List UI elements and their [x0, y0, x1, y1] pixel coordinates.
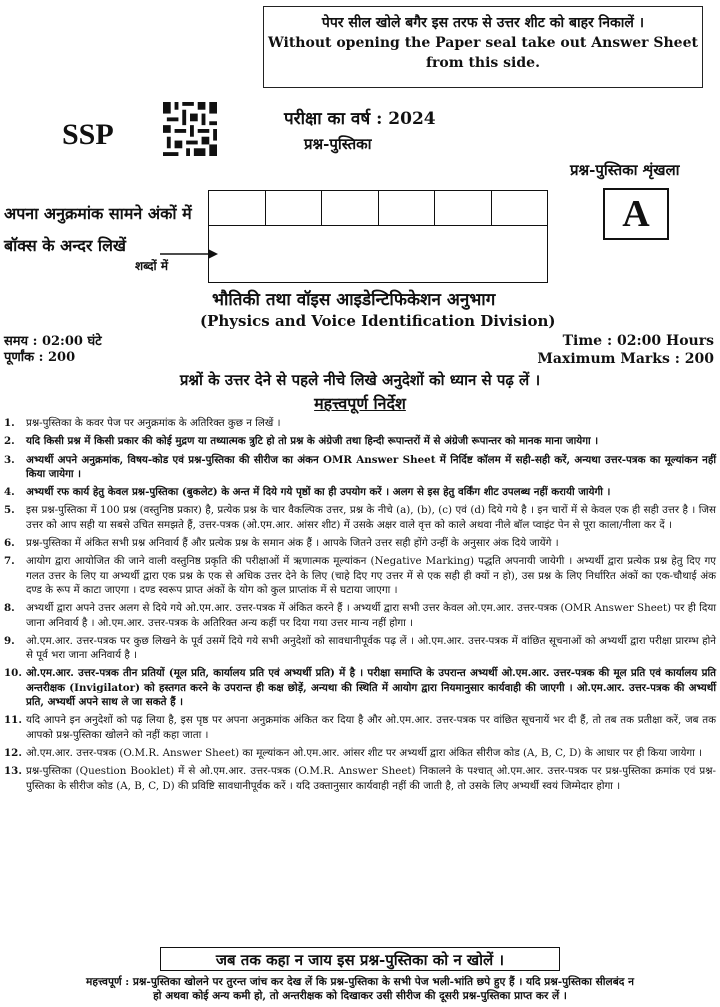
seal-notice-english-2: from this side.: [426, 55, 540, 71]
seal-notice-english-1: Without opening the Paper seal take out Answer Sheet: [268, 35, 698, 51]
instructions-heading: [0, 392, 720, 414]
instruction-item: [4, 485, 716, 499]
series-label: प्रश्न-पुस्तिका शृंखला: [570, 161, 680, 179]
marks-english: Maximum Marks : 200: [537, 351, 714, 367]
instruction-text: अभ्यर्थी द्वारा अपने उत्तर अलग से दिये गये ओ.एम.आर. उत्तर-पत्रक में अंकित करने हैं । अभ्यर्थी द्वारा सभी उत्तर केवल ओ.एम.आर. उत्तर-पत्रक (OMR Answer Sheet) पर ही दिया जाना अनिवार्य है । ओ.एम.आर. उत्तर-पत्रक के अतिरिक्त अन्य कहीं पर दिया गया उत्तर मान्य नहीं होगा ।: [26, 602, 716, 629]
instruction-item: [4, 503, 716, 532]
roll-number-digit-boxes[interactable]: [208, 190, 548, 226]
pre-instruction-note: प्रश्नों के उत्तर देने से पहले नीचे लिखे अनुदेशों को ध्यान से पढ़ लें ।: [179, 371, 541, 389]
instruction-text: आयोग द्वारा आयोजित की जाने वाली वस्तुनिष्ठ प्रकृति की परीक्षाओं में ऋणात्मक मूल्यांकन (Negative Marking) पद्धति अपनायी जायेगी । अभ्यर्थी द्वारा प्रत्येक प्रश्न हेतु दिए गए गलत उत्तर के लिए या अभ्यर्थी द्वारा एक प्रश्न के एक से अधिक उत्तर देने के लिए (चाहे दिए गए उत्तर में से एक सही ही क्यों न हो), उस प्रश्न के लिए निर्धारित अंकों का एक-चौथाई अंक दण्ड के रूप में काटा जाएगा । दण्ड स्वरूप प्राप्त अंकों के योग को कुल प्राप्तांक में से घटाया जाएगा ।: [26, 555, 716, 596]
time-marks-english: [537, 332, 714, 368]
roll-digit-box[interactable]: [322, 191, 379, 225]
exam-year: परीक्षा का वर्ष : 2024: [284, 109, 436, 129]
instructions-heading-text: महत्त्वपूर्ण निर्देश: [314, 394, 406, 413]
words-label: शब्दों में: [135, 259, 168, 273]
final-important-note: [4, 975, 716, 1003]
instruction-text: अभ्यर्थी रफ कार्य हेतु केवल प्रश्न-पुस्तिका (बुकलेट) के अन्त में दिये गये पृष्ठों का ही उपयोग करें । अलग से इस हेतु वर्किंग शीट उपलब्ध नहीं करायी जायेगी ।: [26, 486, 611, 499]
instruction-item: [4, 453, 716, 482]
instruction-item: [4, 416, 716, 430]
department-english: (Physics and Voice Identification Division): [200, 312, 556, 330]
instruction-number: 11.: [4, 714, 22, 727]
time-english: Time : 02:00 Hours: [562, 333, 714, 349]
instruction-item: [4, 554, 716, 597]
instruction-text: यदि किसी प्रश्न में किसी प्रकार की कोई मुद्रण या तथ्यात्मक त्रुटि हो तो प्रश्न के अंग्रेजी तथा हिन्दी रूपान्तरों में से अंग्रेजी रूपान्तर को मानक माना जायेगा ।: [26, 435, 599, 448]
instruction-number: 4.: [4, 486, 15, 499]
instruction-item: [4, 764, 716, 793]
instruction-text: ओ.एम.आर. उत्तर-पत्रक (O.M.R. Answer Sheet) का मूल्यांकन ओ.एम.आर. आंसर शीट पर अभ्यर्थी द्वारा अंकित सीरीज कोड (A, B, C, D) के आधार पर ही किया जायेगा ।: [26, 746, 703, 759]
roll-digit-box[interactable]: [435, 191, 492, 225]
instruction-number: 6.: [4, 537, 15, 550]
roll-instruction-line2: बॉक्स के अन्दर लिखें: [4, 236, 127, 255]
roll-instruction-line1: अपना अनुक्रमांक सामने अंकों में: [4, 204, 192, 223]
roll-digit-box[interactable]: [209, 191, 266, 225]
instruction-item: [4, 434, 716, 448]
marks-hindi: पूर्णांक : 200: [4, 350, 76, 365]
instruction-number: 8.: [4, 602, 15, 615]
instruction-item: [4, 666, 716, 709]
final-note-line2: हो अथवा कोई अन्य कमी हो, तो अन्तरीक्षक को दिखाकर उसी सीरीज की दूसरी प्रश्न-पुस्तिका प्राप्त कर लें ।: [153, 990, 567, 1002]
roll-digit-box[interactable]: [379, 191, 436, 225]
seal-notice-box: [263, 6, 703, 88]
instruction-item: [4, 601, 716, 630]
instructions-list: [4, 416, 716, 797]
instruction-number: 1.: [4, 417, 15, 429]
department-hindi: भौतिकी तथा वॉइस आइडेन्टिफिकेशन अनुभाग: [212, 290, 496, 310]
qr-code-icon: [162, 102, 218, 156]
time-marks-hindi: [4, 334, 102, 366]
instruction-number: 2.: [4, 435, 15, 448]
instruction-number: 13.: [4, 765, 22, 778]
instruction-item: [4, 713, 716, 742]
time-hindi: समय : 02:00 घंटे: [4, 334, 102, 349]
final-note-line1: महत्त्वपूर्ण : प्रश्न-पुस्तिका खोलने पर तुरन्त जांच कर देख लें कि प्रश्न-पुस्तिका के सभी पेज भली-भांति छपे हुए हैं । यदि प्रश्न-पुस्तिका सीलबंद न: [86, 976, 634, 988]
roll-digit-box[interactable]: [492, 191, 548, 225]
roll-digit-box[interactable]: [266, 191, 323, 225]
booklet-label: प्रश्न-पुस्तिका: [304, 135, 372, 153]
instruction-text: इस प्रश्न-पुस्तिका में 100 प्रश्न (वस्तुनिष्ठ प्रकार) है, प्रत्येक प्रश्न के चार वैकल्पिक उत्तर, प्रश्न के नीचे (a), (b), (c) एवं (d) दिये गये है । इन चारों में से केवल एक ही सही उत्तर है । जिस उत्तर को आप सही या सबसे उचित समझते हैं, उत्तर-पत्रक (ओ.एम.आर. आंसर शीट) में उसके अक्षर वाले वृत्त को काले अथवा नीले बॉल प्वाइंट पेन से पूरा काला/नीला कर दें ।: [26, 504, 716, 531]
roll-number-words-box[interactable]: [208, 225, 548, 283]
instruction-number: 12.: [4, 746, 22, 759]
instruction-text: ओ.एम.आर. उत्तर-पत्रक तीन प्रतियों (मूल प्रति, कार्यालय प्रति एवं अभ्यर्थी प्रति) में है । परीक्षा समाप्ति के उपरान्त अभ्यर्थी ओ.एम.आर. उत्तर-पत्रक की मूल प्रति एवं कार्यालय प्रति अन्तरीक्षक (Invigilator) को हस्तगत करने के उपरान्त ही कक्ष छोड़ें, अन्यथा की स्थिति में आयोग द्वारा नियमानुसार कार्यवाही की जाएगी । ओ.एम.आर. उत्तर-पत्रक की अभ्यर्थी प्रति, अभ्यर्थी अपने साथ ले जा सकते हैं ।: [26, 667, 716, 709]
instruction-number: 10.: [4, 667, 22, 680]
instruction-text: ओ.एम.आर. उत्तर-पत्रक पर कुछ लिखने के पूर्व उसमें दिये गये सभी अनुदेशों को सावधानीपूर्वक पढ़ लें । ओ.एम.आर. उत्तर-पत्रक में वांछित सूचनाओं को अभ्यर्थी द्वारा परीक्षा प्रारम्भ होने से पूर्व भरा जाना अनिवार्य है ।: [26, 634, 716, 662]
instruction-text: प्रश्न-पुस्तिका में अंकित सभी प्रश्न अनिवार्य हैं और प्रत्येक प्रश्न के समान अंक हैं । आपके जितने उत्तर सही होंगे उन्हीं के अनुसार अंक दिये जायेंगे ।: [26, 537, 559, 550]
instruction-number: 7.: [4, 555, 15, 568]
instruction-item: [4, 634, 716, 663]
paper-code: SSP: [62, 118, 114, 151]
instruction-number: 9.: [4, 634, 15, 647]
do-not-open-notice: जब तक कहा न जाय इस प्रश्न-पुस्तिका को न खोलें ।: [160, 947, 560, 971]
instruction-number: 5.: [4, 504, 15, 517]
instruction-item: [4, 536, 716, 550]
seal-notice-hindi: पेपर सील खोले बगैर इस तरफ से उत्तर शीट को बाहर निकालें ।: [321, 15, 645, 31]
instruction-text: अभ्यर्थी अपने अनुक्रमांक, विषय-कोड एवं प्रश्न-पुस्तिका की सीरीज का अंकन OMR Answer Sheet में निर्दिष्ट कॉलम में सही-सही करें, अन्यथा उत्तर-पत्रक का मूल्यांकन नहीं किया जायेगा ।: [26, 453, 716, 480]
instruction-text: प्रश्न-पुस्तिका (Question Booklet) में से ओ.एम.आर. उत्तर-पत्रक (O.M.R. Answer Sheet) निकालने के पश्चात् ओ.एम.आर. उत्तर-पत्रक पर प्रश्न-पुस्तिका क्रमांक एवं प्रश्न-पुस्तिका के सीरीज कोड (A, B, C, D) की प्रविष्टि सावधानीपूर्वक करें । यदि उक्तानुसार कार्यवाही नहीं की जाती है, तो उसके लिए अभ्यर्थी स्वयं जिम्मेदार होगा ।: [26, 765, 716, 792]
instruction-text: यदि आपने इन अनुदेशों को पढ़ लिया है, इस पृष्ठ पर अपना अनुक्रमांक अंकित कर दिया है और ओ.एम.आर. उत्तर-पत्रक पर वांछित सूचनायें भर दी हैं, तो तब तक प्रतीक्षा करें, जब तक आपको प्रश्न-पुस्तिका खोलने को नहीं कहा जाता ।: [26, 714, 716, 741]
series-box: A: [603, 188, 669, 240]
instruction-text: प्रश्न-पुस्तिका के कवर पेज पर अनुक्रमांक के अतिरिक्त कुछ न लिखें ।: [26, 417, 281, 429]
instruction-item: [4, 746, 716, 760]
instruction-number: 3.: [4, 453, 15, 466]
